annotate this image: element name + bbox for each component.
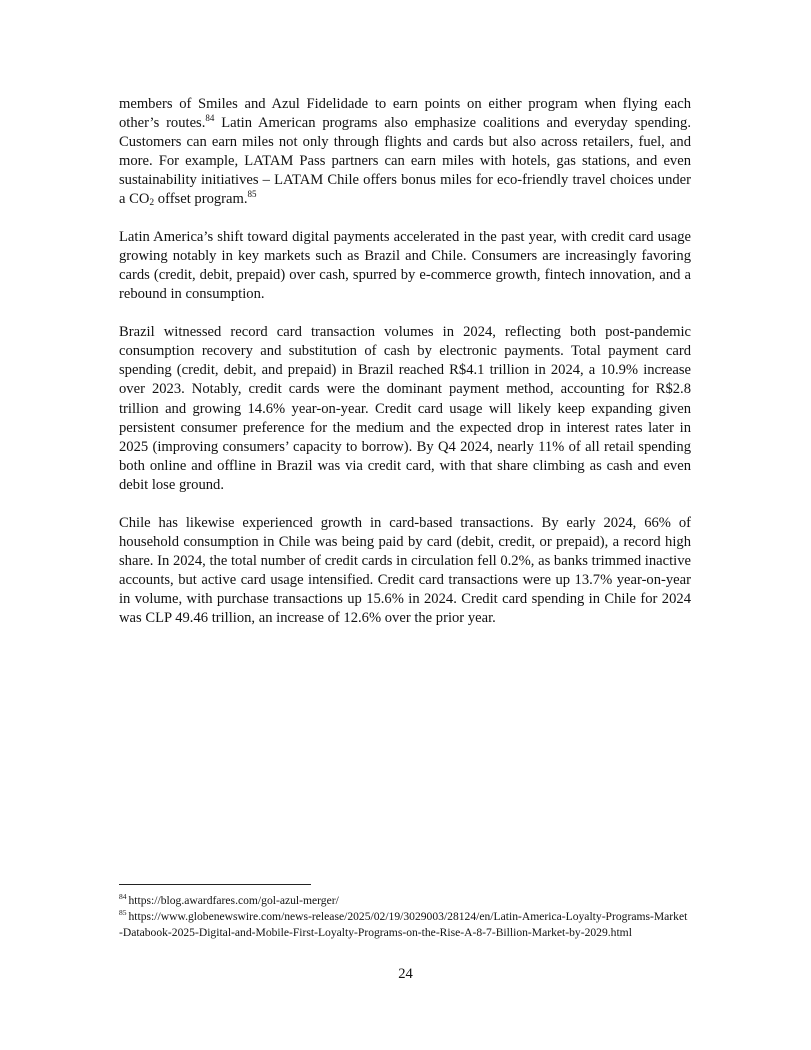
subscript-2: 2 [149, 198, 155, 209]
paragraph-text: members of Smiles and Azul Fidelidade to earn points on either program when flying each other’s routes. [119, 96, 691, 132]
paragraph-chile: Chile has likewise experienced growth in card-based transactions. By early 2024, 66% of household consumption in Chile was being paid by card (debit, credit, or prepaid), a record high share. In 2024, the total number of credit cards in circulation fell 0.2%, as banks trimmed inactive accounts, but active card usage intensified. Credit card transactions were up 13.7% year-on-year in volume, with purchase transactions up 15.6% in 2024. Credit card spending in Chile for 2024 was CLP 49.46 trillion, an increase of 12.6% over the prior year. [119, 514, 691, 627]
footnote-reference-84[interactable]: 84 [205, 113, 215, 124]
paragraph-text: offset program. [154, 191, 248, 208]
paragraph-digital-payments: Latin America’s shift toward digital payments accelerated in the past year, with credit card usage growing notably in key markets such as Brazil and Chile. Consumers are increasingly favoring cards (credit, debit, prepaid) over cash, spurred by e-commerce growth, fintech innovation, and a rebound in consumption. [119, 229, 691, 303]
footnote-link[interactable]: https://www.globenewswire.com/news-release/2025/02/19/3029003/28124/en/Latin-America-Loyalty-Programs-Market-Databook-2025-Digital-and-Mobile-First-Loyalty-Programs-on-the-Rise-A-8-7-Billion-Market-by-2029.html [119, 909, 688, 939]
paragraph-loyalty-coalitions [119, 95, 691, 210]
footnotes [119, 893, 691, 940]
footnote-84 [119, 893, 691, 909]
footnote-number: 84 [119, 892, 127, 901]
paragraph-text: Latin American programs also emphasize coalitions and everyday spending. Customers can earn miles not only through flights and cards but also across retailers, fuel, and more. For example, LATAM Pass partners can earn miles with hotels, gas stations, and even sustainability initiatives – LATAM Chile offers bonus miles for eco-friendly travel choices under a CO [119, 115, 691, 208]
footnote-number: 85 [119, 907, 127, 917]
document-body [119, 95, 691, 647]
footnote-85 [119, 909, 691, 941]
footnote-reference-85[interactable]: 85 [247, 189, 257, 200]
paragraph-brazil: Brazil witnessed record card transaction volumes in 2024, reflecting both post-pandemic consumption recovery and substitution of cash by electronic payments. Total payment card spending (credit, debit, and prepaid) in Brazil reached R$4.1 trillion in 2024, a 10.9% increase over 2023. Notably, credit cards were the dominant payment method, accounting for R$2.8 trillion and growing 14.6% year-on-year. Credit card usage will likely keep expanding given persistent consumer preference for the medium and the expected drop in interest rates later in 2025 (improving consumers’ capacity to borrow). By Q4 2024, nearly 11% of all retail spending both online and offline in Brazil was via credit card, with that share climbing as cash and even debit lose ground. [119, 324, 691, 493]
footnote-link[interactable]: https://blog.awardfares.com/gol-azul-merger/ [128, 894, 339, 907]
footnote-separator [119, 884, 311, 885]
page-number: 24 [398, 966, 413, 982]
